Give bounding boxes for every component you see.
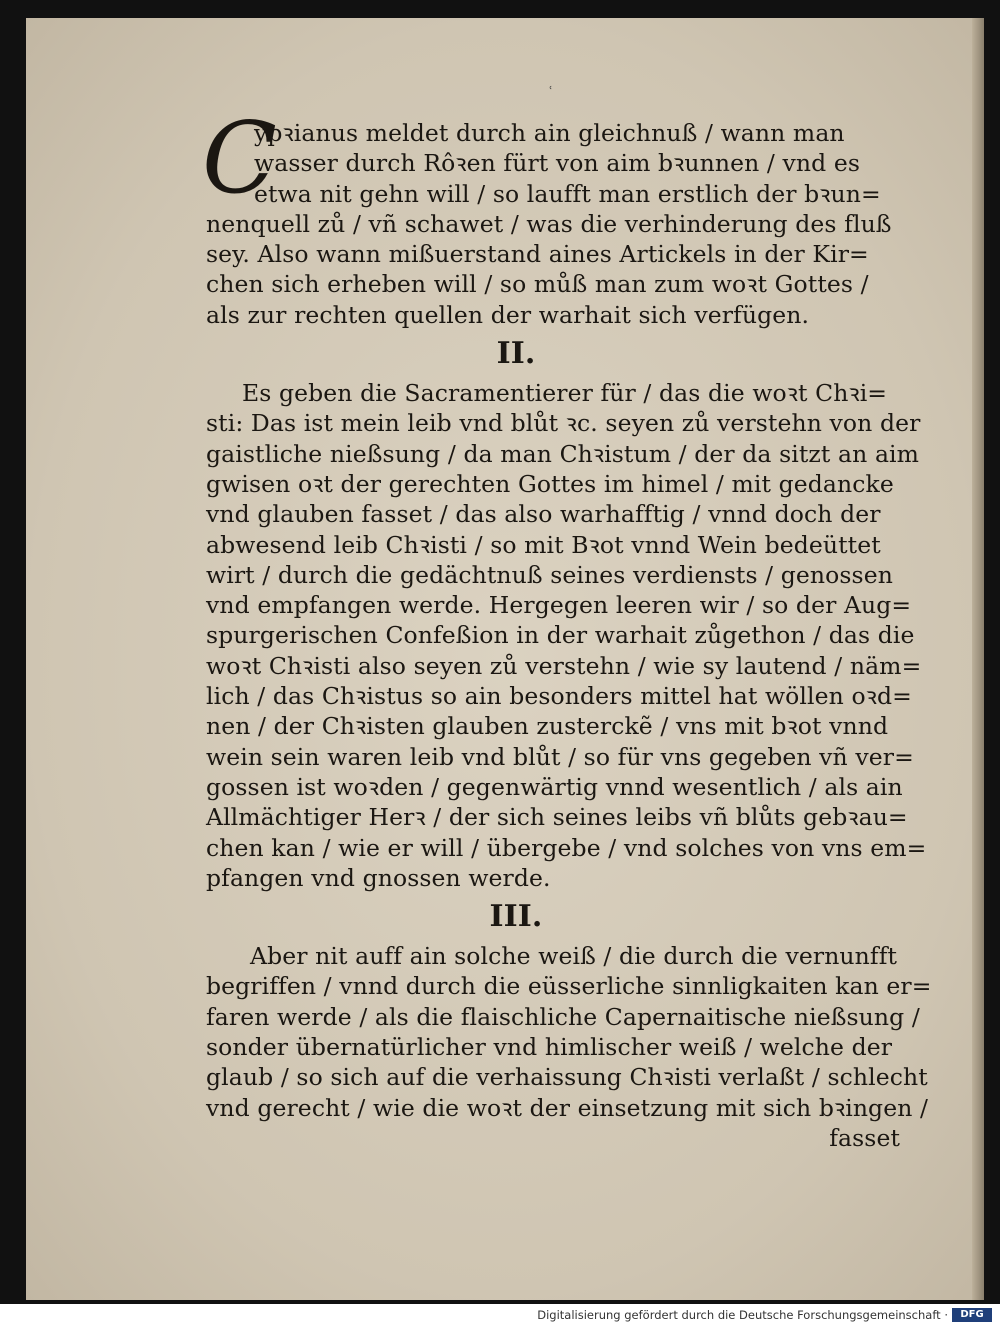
text-line: wasser durch Rôꝛen fürt von aim bꝛunnen / vnd es — [254, 149, 860, 178]
text-line: vnd gerecht / wie die woꝛt der einsetzung mit sich bꝛingen / — [206, 1093, 929, 1122]
text-line: chen sich erheben will / so můß man zum woꝛt Gottes / — [206, 270, 869, 299]
text-line: sti: Das ist mein leib vnd blůt ꝛc. seyen zů verstehn von der — [206, 409, 921, 438]
text-line: gaistliche nießsung / da man Chꝛistum / der da sitzt an aim — [206, 439, 920, 468]
catchword: fasset — [829, 1123, 900, 1152]
text-line: gossen ist woꝛden / gegenwärtig vnnd wesentlich / als ain — [206, 772, 903, 801]
text-line: abwesend leib Chꝛisti / so mit Bꝛot vnnd Wein bedeüttet — [206, 530, 881, 559]
text-line: ypꝛianus meldet durch ain gleichnuß / wann man — [254, 119, 845, 147]
text-line: Es geben die Sacramentierer für / das die woꝛt Chꝛi= — [242, 379, 888, 408]
page-text — [202, 102, 932, 1153]
text-line: gwisen oꝛt der gerechten Gottes im himel / mit gedancke — [206, 469, 894, 498]
drop-cap: C — [202, 102, 278, 216]
text-line: lich / das Chꝛistus so ain besonders mittel hat wöllen oꝛd= — [206, 682, 912, 711]
text-line: chen kan / wie er will / übergebe / vnd solches von vns em= — [206, 833, 927, 862]
section-2 — [206, 378, 927, 893]
text-line: vnd glauben fasset / das also warhafftig / vnnd doch der — [206, 500, 881, 529]
text-line: faren werde / als die flaischliche Capernaitische nießsung / — [206, 1002, 920, 1031]
text-line: etwa nit gehn will / so laufft man erstlich der bꝛun= — [254, 179, 881, 208]
text-line: Aber nit auff ain solche weiß / die durch die vernunfft — [250, 942, 898, 971]
text-line: glaub / so sich auf die verhaissung Chꝛisti verlaßt / schlecht — [206, 1063, 928, 1092]
page-mark: ʿ — [549, 84, 553, 98]
funding-credit: Digitalisierung gefördert durch die Deutsche Forschungsgemeinschaft · — [537, 1308, 948, 1322]
section-1 — [202, 102, 906, 330]
text-line: nenquell zů / vñ schawet / was die verhinderung des fluß — [206, 209, 892, 238]
text-line: als zur rechten quellen der warhait sich verfügen. — [206, 300, 810, 329]
text-line: begriffen / vnnd durch die eüsserliche sinnligkaiten kan er= — [206, 972, 932, 1001]
text-line: wein sein waren leib vnd blůt / so für vns gegeben vñ ver= — [206, 742, 914, 771]
text-line: vnd empfangen werde. Hergegen leeren wir / so der Aug= — [206, 591, 912, 620]
text-line: sey. Also wann mißuerstand aines Artickels in der Kir= — [206, 240, 869, 269]
text-line: Allmächtiger Herꝛ / der sich seines leibs vñ blůts gebꝛau= — [206, 803, 908, 832]
dfg-logo[interactable]: DFG — [952, 1308, 992, 1322]
text-line: nen / der Chꝛisten glauben zusterckẽ / vns mit bꝛot vnnd — [206, 712, 889, 741]
page-spine-edge — [972, 18, 984, 1300]
text-line: sonder übernatürlicher vnd himlischer weiß / welche der — [206, 1033, 893, 1062]
section-3 — [206, 941, 932, 1123]
text-line: spurgerischen Confeßion in der warhait zůgethon / das die — [206, 621, 915, 650]
text-line: wirt / durch die gedächtnuß seines verdiensts / genossen — [206, 560, 893, 589]
text-line: pfangen vnd gnossen werde. — [206, 863, 551, 892]
section-numeral-2: II. — [496, 336, 536, 372]
footer-bar — [0, 1305, 1000, 1325]
text-line: woꝛt Chꝛisti also seyen zů verstehn / wie sy lautend / näm= — [206, 651, 922, 680]
section-numeral-3: III. — [489, 899, 543, 935]
